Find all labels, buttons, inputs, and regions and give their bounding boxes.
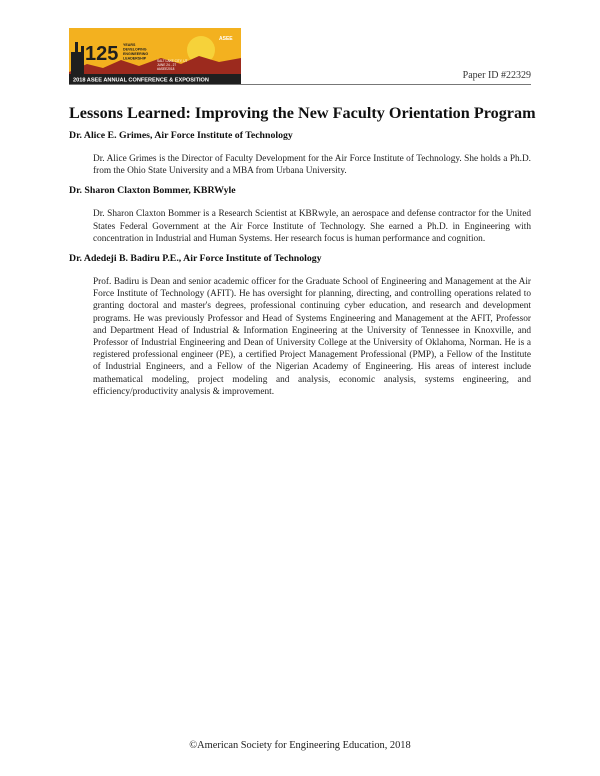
author-bio: Dr. Alice Grimes is the Director of Faculty Development for the Air Force Institute of Technology. She holds a Ph.D. from the Ohio State University and a MBA from Urbana University.: [93, 154, 531, 177]
banner-number: 125: [85, 43, 119, 65]
banner-location-line-2: JUNE 24 - 27: [157, 63, 177, 67]
author-name: Dr. Sharon Claxton Bommer, KBRWyle: [69, 185, 236, 197]
banner-conference-title: 2018 ASEE ANNUAL CONFERENCE & EXPOSITION: [73, 77, 209, 84]
author-bio: Dr. Sharon Claxton Bommer is a Research Scientist at KBRwyle, an aerospace and defense contractor for the United States Federal Government at the Air Force Institute of Technology. She earned a Ph.D. in Engineering with concentration in Industrial and Human Systems. Her research focus is human performance and cognition.: [93, 209, 531, 244]
author-bio: Prof. Badiru is Dean and senior academic officer for the Graduate School of Engineering and Management at the Air Force Institute of Technology (AFIT). He has oversight for planning, directing, and controlling operations related to granting doctoral and master's degrees, professional continuing cyber education, and research and development programs. He was previously Professor and Head of Systems Engineering and Management at the AFIT, Professor and Department Head of Industrial & Information Engineering at the University of Tennessee in Knoxville, and Professor of Industrial Engineering and Dean of University College at the University of Oklahoma, Norman. He is a registered professional engineer (PE), a certified Project Management Professional (PMP), a Fellow of the Institute of Industrial Engineers, and a Fellow of the Nigerian Academy of Engineering. His areas of interest include mathematical modeling, project modeling and analysis, economic analysis, systems engineering, and efficiency/productivity analysis & improvement.: [93, 277, 531, 397]
paper-id: Paper ID #22329: [462, 70, 531, 81]
banner-location-line-1: SALT LAKE CITY, UT: [157, 59, 188, 63]
author-name: Dr. Adedeji B. Badiru P.E., Air Force Institute of Technology: [69, 253, 322, 265]
copyright-footer: ©American Society for Engineering Education, 2018: [189, 740, 411, 751]
author-name: Dr. Alice E. Grimes, Air Force Institute of Technology: [69, 130, 293, 141]
conference-banner: [69, 28, 241, 84]
author-list: [69, 130, 531, 406]
banner-location-line-3: #ASEE2018: [157, 67, 175, 71]
asee-logo-text: ASEE: [219, 36, 233, 42]
banner-years-line-1: YEARS: [123, 43, 136, 47]
header-divider: [69, 84, 531, 85]
banner-years-line-2: DEVELOPING: [123, 47, 147, 52]
banner-years-line-3: ENGINEERING: [123, 52, 149, 56]
banner-years-line-4: LEADERSHIP: [123, 56, 147, 61]
author-entry: [69, 253, 531, 398]
author-entry: [69, 185, 531, 245]
paper-title: Lessons Learned: Improving the New Faculty Orientation Program: [69, 104, 536, 122]
author-entry: [69, 130, 531, 177]
conference-banner-graphic: [69, 28, 241, 84]
